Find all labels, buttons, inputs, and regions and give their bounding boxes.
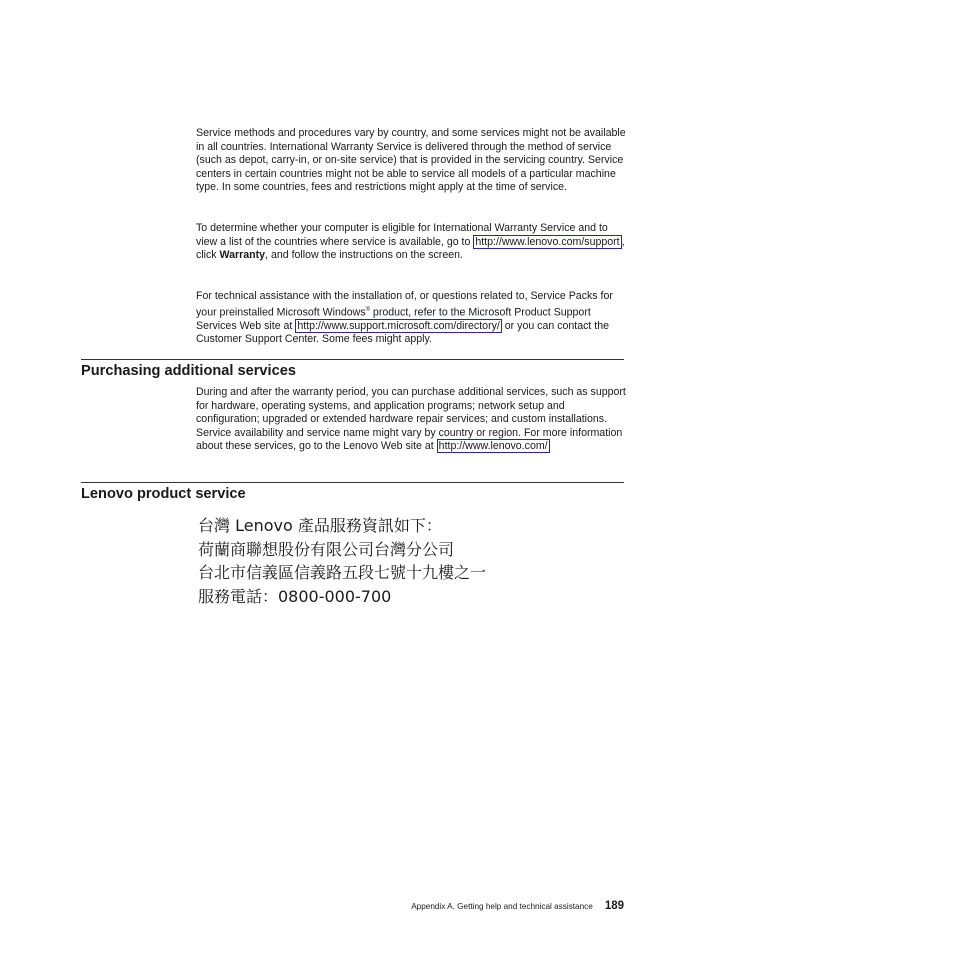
warranty-text-before: To determine whether your computer is eligible for International Warranty Service and to view a list of the countries where service is available, go to: [196, 222, 608, 248]
lenovo-service-heading: Lenovo product service: [81, 486, 246, 502]
purchasing-heading: Purchasing additional services: [81, 363, 296, 379]
warranty-eligibility-text: [196, 222, 628, 263]
purchasing-text-body: During and after the warranty period, you can purchase additional services, such as support for hardware, operating systems, and application programs; network setup and configuration; upgraded or extended hardware repair services; and custom installations. Service availability and service name might vary by country or region. For more information about these services, go to the Lenovo Web site at: [196, 386, 626, 453]
registered-mark: ®: [365, 306, 370, 313]
service-methods-paragraph: [196, 127, 628, 195]
warranty-text-mid: , click: [196, 235, 625, 262]
warranty-keyword: Warranty: [219, 249, 266, 262]
tech-text-mid: product, refer to the Microsoft Product Support Services Web site at: [196, 306, 591, 332]
tech-text-after: or you can contact the Customer Support Center. Some fees might apply.: [196, 319, 610, 346]
section-divider-lenovo-service: [81, 482, 624, 483]
taiwan-phone-line: 服務電話：0800-000-700: [198, 586, 392, 606]
taiwan-info-line: 台灣 Lenovo 產品服務資訊如下：: [198, 516, 442, 535]
microsoft-support-link[interactable]: http://www.support.microsoft.com/directory/: [297, 319, 500, 332]
section-divider-purchasing: [81, 359, 624, 360]
taiwan-address-line: 台北市信義區信義路五段七號十九樓之一: [198, 563, 487, 582]
purchasing-text: [196, 386, 628, 454]
service-methods-text: Service methods and procedures vary by country, and some services might not be available in all countries. International Warranty Service is delivered through the method of service (such as depot, carry-in, or on-site service) that is provided in the servicing country. Service centers in certain countries might not be able to service all models of a particular machine type. In some countries, fees and restrictions might apply at the time of service.: [196, 127, 626, 194]
tech-text-before: For technical assistance with the installation of, or questions related to, Service Packs for your preinstalled Microsoft Windows: [196, 290, 613, 319]
page-number: 189: [604, 900, 624, 912]
taiwan-service-info: [198, 514, 486, 608]
technical-assistance-paragraph: [196, 290, 628, 347]
taiwan-company-line: 荷蘭商聯想股份有限公司台灣分公司: [198, 539, 455, 559]
lenovo-home-link[interactable]: http://www.lenovo.com/: [438, 440, 548, 453]
purchasing-paragraph: [196, 386, 628, 454]
technical-assistance-text: [196, 290, 628, 347]
warranty-eligibility-paragraph: [196, 222, 628, 263]
warranty-text-after: , and follow the instructions on the screen.: [265, 249, 463, 262]
footer-chapter-title: Appendix A. Getting help and technical assistance: [411, 902, 593, 911]
page-footer: [411, 900, 624, 912]
lenovo-support-link[interactable]: http://www.lenovo.com/support: [475, 235, 620, 248]
